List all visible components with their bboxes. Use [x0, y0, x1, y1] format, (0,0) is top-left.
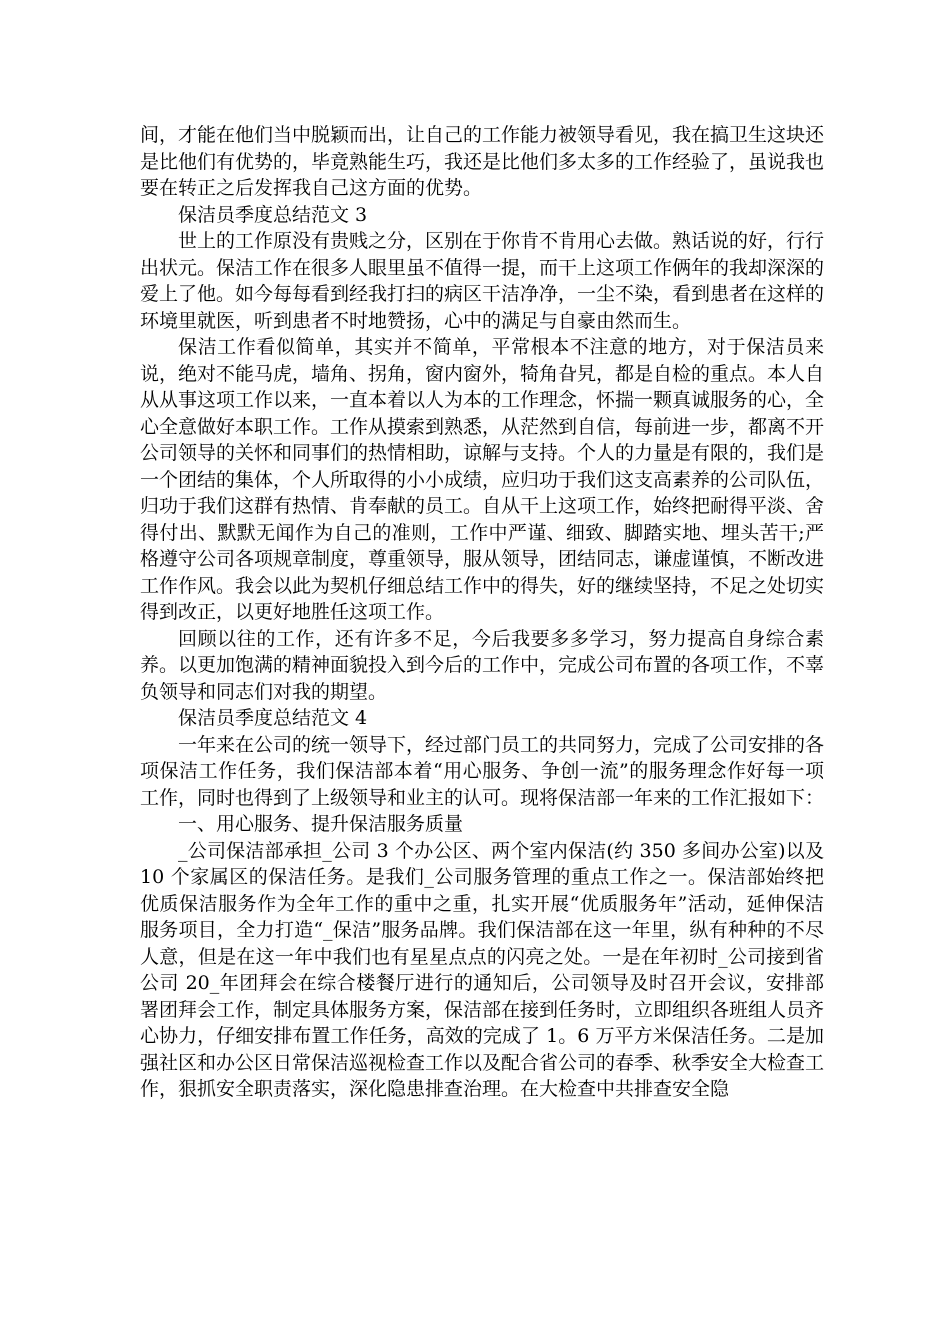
- section-heading: 保洁员季度总结范文 3: [178, 203, 368, 226]
- paragraph: _公司保洁部承担_公司 3 个办公区、两个室内保洁(约 350 多间办公室)以及 10 个家属区的保洁任务。是我们_公司服务管理的重点工作之一。保洁部始终把优质保洁服务作为全年工作的重中之重，扎实开展“优质服务年”活动，延伸保洁服务项目，全力打造“_保洁”服务品牌。我们保洁部在这一年里，纵有种种的不尽人意，但是在这一年中我们也有星星点点的闪亮之处。一是在年初时_公司接到省公司 20_年团拜会在综合楼餐厅进行的通知后，公司领导及时召开会议，安排部署团拜会工作，制定具体服务方案，保洁部在接到任务时，立即组织各班组人员齐心协力，仔细安排布置工作任务，高效的完成了 1。6 万平方米保洁任务。二是加强社区和办公区日常保洁巡视检查工作以及配合省公司的春季、秋季安全大检查工作，狠抓安全职责落实，深化隐患排查治理。在大检查中共排查安全隐: [140, 839, 825, 1100]
- paragraph: 一年来在公司的统一领导下，经过部门员工的共同努力，完成了公司安排的各项保洁工作任务，我们保洁部本着“用心服务、争创一流”的服务理念作好每一项工作，同时也得到了上级领导和业主的认可。现将保洁部一年来的工作汇报如下：: [140, 733, 825, 809]
- paragraph: 保洁工作看似简单，其实并不简单，平常根本不注意的地方，对于保洁员来说，绝对不能马虎，墙角、拐角，窗内窗外，犄角旮旯，都是自检的重点。本人自从从事这项工作以来，一直本着以人为本的工作理念，怀揣一颗真诚服务的心，全心全意做好本职工作。工作从摸索到熟悉，从茫然到自信，每前进一步，都离不开公司领导的关怀和同事们的热情相助，谅解与支持。个人的力量是有限的，我们是一个团结的集体，个人所取得的小小成绩，应归功于我们这支高素养的公司队伍，归功于我们这群有热情、肯奉献的员工。自从干上这项工作，始终把耐得平淡、舍得付出、默默无闻作为自己的准则，工作中严谨、细致、脚踏实地、埋头苦干;严格遵守公司各项规章制度，尊重领导，服从领导，团结同志，谦虚谨慎，不断改进工作作风。我会以此为契机仔细总结工作中的得失，好的继续坚持，不足之处切实得到改正，以更好地胜任这项工作。: [140, 336, 825, 623]
- paragraph: 回顾以往的工作，还有许多不足，今后我要多多学习，努力提高自身综合素养。以更加饱满的精神面貌投入到今后的工作中，完成公司布置的各项工作，不辜负领导和同志们对我的期望。: [140, 627, 825, 703]
- paragraph: 世上的工作原没有贵贱之分，区别在于你肯不肯用心去做。熟话说的好，行行出状元。保洁工作在很多人眼里虽不值得一提，而干上这项工作俩年的我却深深的爱上了他。如今每每看到经我打扫的病区干洁净净，一尘不染，看到患者在这样的环境里就医，听到患者不时地赞扬，心中的满足与自豪由然而生。: [140, 230, 825, 332]
- document-body: [140, 122, 824, 1103]
- section-heading: 保洁员季度总结范文 4: [178, 707, 368, 729]
- paragraph-continuation: 间，才能在他们当中脱颖而出，让自己的工作能力被领导看见，我在搞卫生这块还是比他们有优势的，毕竟熟能生巧，我还是比他们多太多的工作经验了，虽说我也要在转正之后发挥我自己这方面的优势。: [140, 124, 825, 199]
- subsection-heading: 一、用心服务、提升保洁服务质量: [178, 813, 464, 835]
